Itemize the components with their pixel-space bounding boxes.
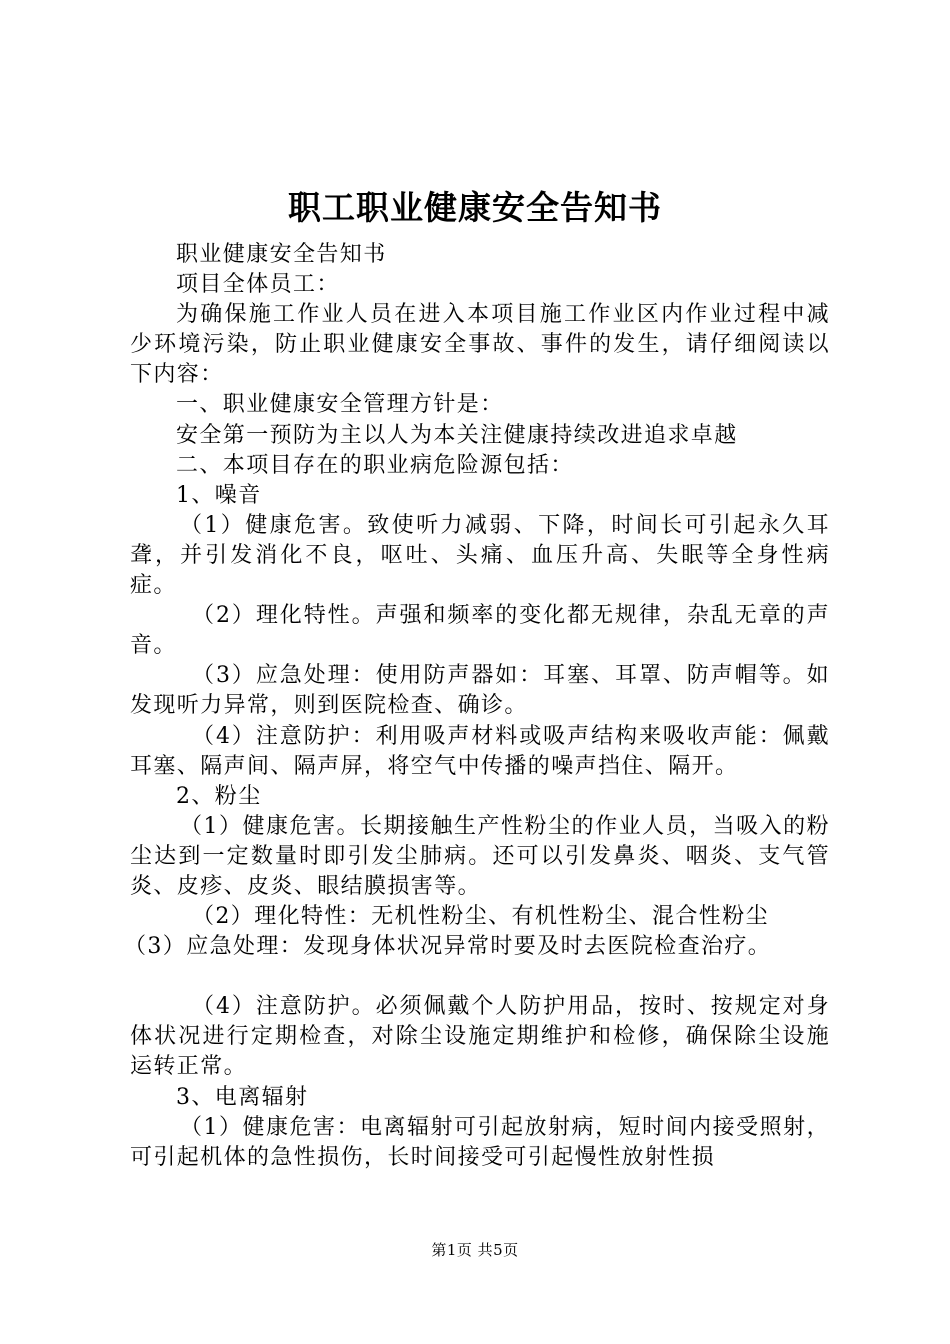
doc-salutation: 项目全体员工： — [176, 272, 340, 298]
page-footer: 第1页 共5页 — [431, 1241, 519, 1259]
hazard-heading-radiation: 3、电离辐射 — [176, 1084, 309, 1110]
noise-item-1: （1）健康危害。致使听力减弱、下降，时间长可引起永久耳聋，并引发消化不良，呕吐、头痛、血压升高、失眠等全身性病症。 — [130, 512, 830, 599]
hazard-heading-dust: 2、粉尘 — [176, 783, 262, 809]
dust-item-2: （2）理化特性：无机性粉尘、有机性粉尘、混合性粉尘 — [192, 904, 769, 930]
doc-subtitle: 职业健康安全告知书 — [176, 242, 387, 267]
noise-item-2: （2）理化特性。声强和频率的变化都无规律，杂乱无章的声音。 — [130, 603, 830, 659]
dust-item-4: （4）注意防护。必须佩戴个人防护用品，按时、按规定对身体状况进行定期检查，对除尘设施定期维护和检修，确保除尘设施运转正常。 — [130, 994, 830, 1080]
radiation-item-1: （1）健康危害：电离辐射可引起放射病，短时间内接受照射，可引起机体的急性损伤，长时间接受可引起慢性放射性损 — [130, 1114, 830, 1170]
hazard-heading-noise: 1、噪音 — [176, 482, 262, 508]
noise-item-4: （4）注意防护：利用吸声材料或吸声结构来吸收声能：佩戴耳塞、隔声间、隔声屏，将空气中传播的噪声挡住、隔开。 — [130, 723, 830, 779]
document-title: 职工职业健康安全告知书 — [288, 188, 662, 227]
noise-item-3: （3）应急处理：使用防声器如：耳塞、耳罩、防声帽等。如发现听力异常，则到医院检查、确诊。 — [130, 663, 830, 719]
doc-intro: 为确保施工作业人员在进入本项目施工作业区内作业过程中减少环境污染，防止职业健康安全事故、事件的发生，请仔细阅读以下内容： — [130, 302, 830, 388]
section-heading-hazards: 二、本项目存在的职业病危险源包括： — [176, 452, 574, 478]
policy-text: 安全第一预防为主以人为本关注健康持续改进追求卓越 — [176, 422, 738, 448]
document-body — [124, 240, 830, 1173]
section-heading-policy: 一、职业健康安全管理方针是： — [176, 392, 504, 418]
dust-item-3: （3）应急处理：发现身体状况异常时要及时去医院检查治疗。 — [124, 934, 772, 960]
dust-item-1: （1）健康危害。长期接触生产性粉尘的作业人员，当吸入的粉尘达到一定数量时即引发尘肺病。还可以引发鼻炎、咽炎、支气管炎、皮疹、皮炎、眼结膜损害等。 — [130, 813, 830, 899]
